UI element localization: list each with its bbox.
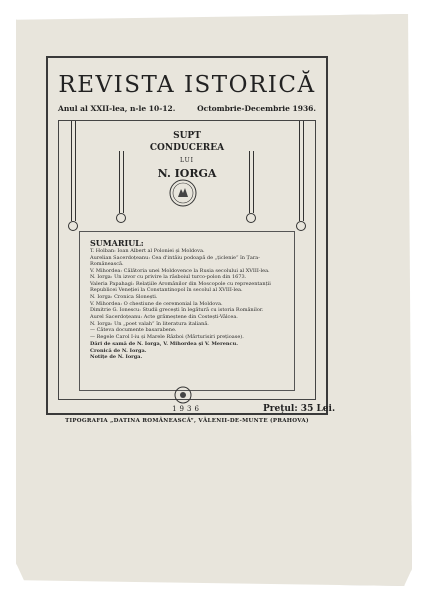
right-mid-ornament-icon <box>246 213 256 223</box>
left-mid-ornament-icon <box>116 213 126 223</box>
contents-box <box>79 231 295 391</box>
contents-item: Dări de samă de N. Iorga, V. Mihordea și V. Merencu. <box>90 340 238 347</box>
contents-heading: SUMARIUL: <box>90 238 144 248</box>
contents-item: Cronică de N. Iorga. <box>90 347 147 354</box>
issue-number: Anul al XXII-lea, n-le 10-12. <box>58 104 176 113</box>
publication-year: 1936 <box>172 405 202 413</box>
issue-date: Octombrie-Decembrie 1936. <box>197 104 316 113</box>
contents-item: Aurelian Sacerdoțeanu: Cea d'intâiu podoapă de „țiclenie” în Țara-Românească. <box>90 254 260 267</box>
contents-item: Valeria Papahagi: Relațiile Aromânilor din Moscopole cu reprezentanții Republicei Veneției la Constantinopol în secolul al XVIII-lea. <box>90 281 271 294</box>
contents-item: N. Iorga: Cronica Slonești. <box>90 293 158 300</box>
left-ornament-stem <box>71 121 76 221</box>
contents-item: — Regele Carol I-iu și Marele Război (Mărturisiri prețioase). <box>90 334 244 341</box>
cover-price: Prețul: 35 Lei. <box>263 404 336 414</box>
contents-item: Aurel Sacerdoțeanu: Acte grămeștene din Costești-Vâlcea. <box>90 314 238 321</box>
right-ornament-stem <box>299 121 304 221</box>
contents-list <box>90 248 286 361</box>
contents-item: Notițe de N. Iorga. <box>90 354 143 361</box>
left-ornament-icon <box>68 221 78 231</box>
printer-imprint: TIPOGRAFIA „DATINA ROMÂNEASCĂ”, VĂLENII-DE-MUNTE (PRAHOVA) <box>65 418 309 424</box>
cover-frame <box>46 56 328 424</box>
editor-line-3: LUI <box>179 157 195 164</box>
inner-frame <box>58 120 316 400</box>
editor-line-1: SUPT <box>173 131 201 141</box>
magazine-title: REVISTA ISTORICĂ <box>58 72 316 98</box>
contents-item: V. Mihordea: O chestiune de ceremonial la Moldova. <box>90 300 223 307</box>
emblem-medallion-icon <box>169 179 197 207</box>
contents-item: N. Iorga: Un „poet valah” în literatura italiană. <box>90 320 209 327</box>
right-ornament-icon <box>296 221 306 231</box>
left-mid-ornament-stem <box>119 151 124 213</box>
right-mid-ornament-stem <box>249 151 254 213</box>
editor-name: N. IORGA <box>157 167 217 180</box>
contents-item: N. Iorga: Un izvor cu privire la răsboiul turco-polon din 1673. <box>90 274 247 281</box>
rosette-icon <box>174 386 192 404</box>
contents-item: V. Mihordea: Călătoria unei Moldovence la Rusia secolului al XVIII-lea. <box>90 267 270 274</box>
contents-item: T. Holban: Ioan Albert al Poloniei și Moldova. <box>90 248 205 254</box>
contents-item: Dimitrie G. Ionescu: Studii grecești în legătură cu istoria Românilor. <box>90 307 264 314</box>
contents-item: — Câteva documente basarabene. <box>90 327 177 334</box>
editor-line-2: CONDUCEREA <box>149 143 225 153</box>
